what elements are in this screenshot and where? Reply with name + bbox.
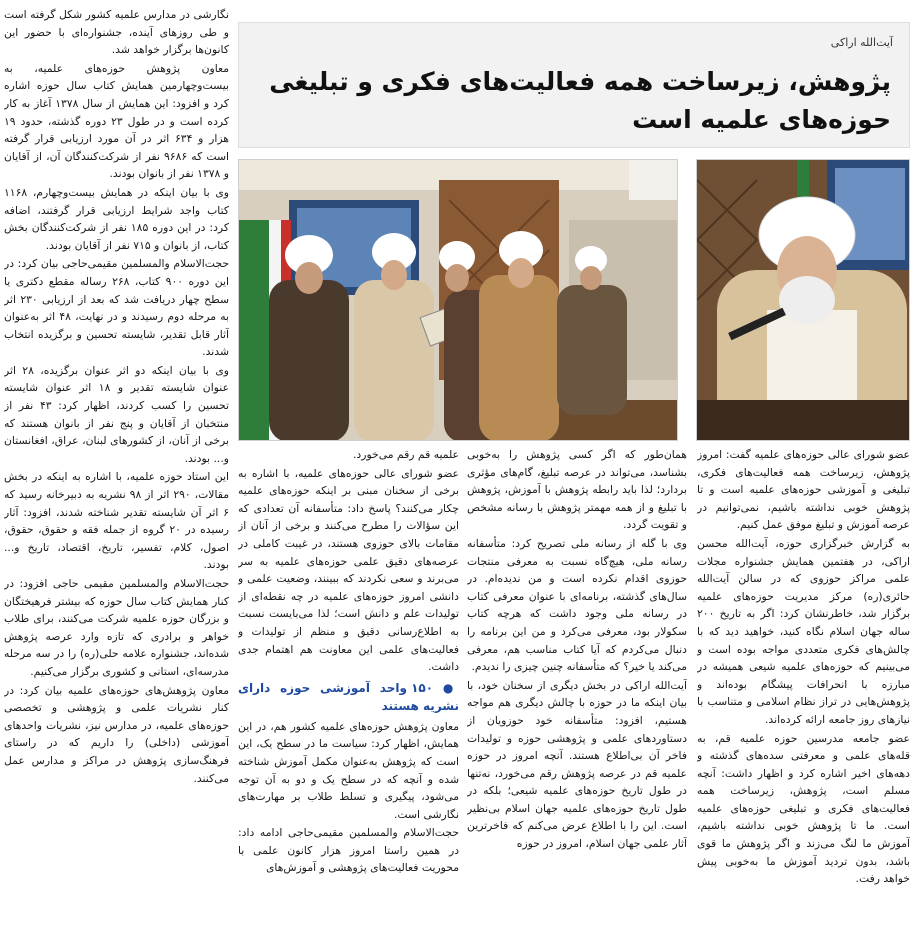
paragraph: همان‌طور که اگر کسی پژوهش را به‌خوبی بشناسد، می‌تواند در عرصه تبلیغ، گام‌های مؤثری بردارد؛ لذا باید رابطه پژوهش با آموزش، پژوهش با تبلیغ و از همه مهمتر پژوهش با رسانه مشخص و تقویت گردد. (467, 448, 687, 532)
article-continuation-column (4, 6, 229, 941)
kicker: آیت‌الله اراکی (830, 36, 893, 49)
headline-line-2: حوزه‌های علمیه است (632, 105, 891, 134)
paragraph: حجت‌الاسلام والمسلمین مقیمی‌حاجی ادامه داد: در همین راستا امروز هزار کانون علمی با محوریت فعالیت‌های پژوهشی و آموزش‌های (238, 826, 459, 875)
headline (251, 63, 891, 139)
paragraph: عضو شورای عالی حوزه‌های علمیه گفت: امروز پژوهش، زیرساخت همه فعالیت‌های فکری، تبلیغی و آموزشی حوزه‌های علمیه است و تا پژوهش خوبی نداشته باشیم، نمی‌توانیم در عرصه آموزش و تبلیغ موفق عمل کنیم. (697, 448, 910, 532)
ceremony-photo (238, 159, 678, 441)
paragraph: عضو شورای عالی حوزه‌های علمیه، با اشاره به برخی از سخنان مبنی بر اینکه حوزه‌های علمیه چکار می‌کنند؟ پاسخ داد: متأسفانه آن تعدادی که این سؤالات را مطرح می‌کنند و برخی از آنان از مقامات بالای حوزوی هستند، در غیبت کاملی در عرصه‌های دقیق علمی حوزه‌های علمیه به سر می‌برند و سعی نکردند که ببینند، وضعیت علمی و دانشی امروز حوزه‌های علمیه در چه نقطه‌ای از تولیدات علم و دانش است؛ لذا می‌بایست نسبت به اطلاع‌رسانی دقیق و منظم از تولیدات و فعالیت‌های علمی این معاونت هم اهتمام جدی داشت. (238, 466, 459, 674)
paragraph: به گزارش خبرگزاری حوزه، آیت‌الله محسن اراکی، در هفتمین همایش جشنواره مجلات علمی مراکز حوزوی که در سالن آیت‌الله حائری(ره) مرکز مدیریت حوزه‌های علمیه برگزار شد، خاطرنشان کرد: اگر به تاریخ ۲۰۰ ساله جهان اسلام نگاه کنید، خواهید دید که با چالش‌های فکری متعددی مواجه بوده است و می‌بینیم که حوزه‌های علمیه شیعی همیشه در مبارزه با انحرافات پیشگام بوده‌اند و پژوهش‌هایی در تراز نظام اسلامی و متناسب با نیازهای روز جامعه ارائه کرده‌اند. (697, 536, 910, 726)
paragraph: آیت‌الله اراکی در بخش دیگری از سخنان خود، با بیان اینکه ما در حوزه با چالش دیگری هم مواجه هستیم، افزود: متأسفانه خود حوزویان از دستاوردهای علمی و پژوهشی حوزه و تولیدات فاخر آن بی‌اطلاع هستند. آنچه امروز در حوزه علمیه قم در عرصه پژوهش رقم می‌خورد، نه‌تنها در طول تاریخ حوزه‌های علمیه شیعی؛ بلکه در طول تاریخ حوزه‌های علمیه جهان اسلام بی‌نظیر است. این را با اطلاع عرض می‌کنم که فاخرترین آثار علمی جهان اسلام، امروز در حوزه (467, 678, 687, 851)
speaker-photo (696, 159, 910, 441)
article-body-column-3 (238, 446, 459, 940)
paragraph: وی با بیان اینکه در همایش بیست‌وچهارم، ۱۱۶۸ کتاب واجد شرایط ارزیابی قرار گرفتند، اضافه کرد: در این دوره ۱۸۵ نفر از شرکت‌کنندگان بخش کتاب، از بانوان و ۷۱۵ نفر از آقایان بودند. (4, 185, 229, 252)
paragraph: وی با گله از رسانه ملی تصریح کرد: متأسفانه رسانه ملی، هیچ‌گاه نسبت به معرفی منتجات حوزوی اقدام نکرده است و من ندیده‌ام. در سال‌های گذشته، برنامه‌ای با عنوان معرفی کتاب در رسانه ملی وجود داشت که هرچه کتاب سکولار بود، معرفی می‌کرد و من این برنامه را دنبال می‌کردم که آیا کتاب مناسب هم، معرفی می‌کند یا خیر؟ که متأسفانه چنین چیزی را ندیدم. (467, 536, 687, 674)
headline-box (238, 22, 910, 148)
subheading: ● ۱۵۰ واحد آموزشی حوزه دارای نشریه هستند (238, 680, 459, 713)
paragraph: وی با بیان اینکه دو اثر عنوان برگزیده، ۲۸ اثر عنوان شایسته تقدیر و ۱۸ اثر عنوان شایسته تحسین را کسب کردند، اظهار کرد: ۴۳ نفر از منتخبان از آقایان و پنج نفر از بانوان هستند که برخی از آنان، از کشورهای لبنان، عراق، افغانستان و... بودند. (4, 363, 229, 465)
paragraph: حجت‌الاسلام والمسلمین مقیمی‌حاجی بیان کرد: در این دوره ۹۰۰ کتاب، ۲۶۸ رساله مقطع دکتری یا سطح چهار دریافت شد که بعد از ارزیابی ۲۳۰ اثر به مرحله دوم رسیدند و در نهایت، ۴۸ اثر به‌عنوان آثار قابل تقدیر، شایسته تحسین و برگزیده انتخاب شدند. (4, 257, 229, 359)
paragraph: معاون پژوهش حوزه‌های علمیه کشور هم، در این همایش، اظهار کرد: سیاست ما در سطح یک، این است که پژوهش به‌عنوان مکمل آموزش شناخته شده و آنچه که در سطح یک و دو به آن توجه می‌شود، پیگیری و تسلط طلاب بر مهارت‌های نگارشی است. (238, 719, 459, 821)
paragraph: معاون پژوهش حوزه‌های علمیه، به بیست‌وچهارمین همایش کتاب سال حوزه اشاره کرد و افزود: این همایش از سال ۱۳۷۸ آغاز به کار کرده است و در طول ۲۳ دوره گذشته، حدود ۱۹ هزار و ۶۳۴ اثر در آن مورد ارزیابی قرار گرفته است که ۹۶۸۶ نفر از شرکت‌کنندگان آن، از آقایان و ۱۳۷۸ نفر از بانوان بودند. (4, 61, 229, 181)
article-body-column-2 (467, 446, 687, 940)
paragraph: این استاد حوزه علمیه، با اشاره به اینکه در بخش مقالات، ۲۹۰ اثر از ۹۸ نشریه به دبیرخانه رسید که ۶ اثر آن شایسته تقدیر شناخته شدند، افزود: آثار رسیده در ۲۰ گروه از جمله فقه و حقوق، حقوق، اصول، کلام، تفسیر، تاریخ، اقتصاد، تاریخ و... بودند. (4, 470, 229, 572)
paragraph: معاون پژوهش‌های حوزه‌های علمیه بیان کرد: در کنار نشریات علمی و پژوهشی و تخصصی حوزه‌های علمیه، در مدارس نیز، نشریات واحدهای آموزشی (داخلی) را داریم که در راستای فرهنگ‌سازی پژوهش در مراکز و مدارس عمل می‌کنند. (4, 683, 229, 785)
headline-line-1: پژوهش، زیرساخت همه فعالیت‌های فکری و تبلیغی (269, 67, 891, 96)
paragraph: علمیه قم رقم می‌خورد. (353, 448, 459, 461)
paragraph: نگارشی در مدارس علمیه کشور شکل گرفته است و طی روزهای آینده، جشنواره‌ای با حضور این کانون‌ها برگزار خواهد شد. (4, 8, 229, 57)
paragraph: حجت‌الاسلام والمسلمین مقیمی حاجی افزود: در کنار همایش کتاب سال حوزه که بیشتر فرهیختگان و بزرگان حوزه علمیه شرکت می‌کنند، برای طلاب خواهر و برادری که تازه وارد عرصه پژوهش شده‌اند، جشنواره علامه حلی(ره) را در سه مرحله مدرسه‌ای، استانی و کشوری برگزار می‌کنیم. (4, 577, 229, 678)
paragraph: عضو جامعه مدرسین حوزه علمیه قم، به قله‌های علمی و معرفتی سده‌های گذشته و دهه‌های اخیر اشاره کرد و اظهار داشت: آنچه مسلم است، پژوهش، زیرساخت همه فعالیت‌های فکری و تبلیغی حوزه‌های علمیه است. ما تا پژوهش خوبی نداشته باشیم، آموزش ما لنگ می‌زند و اگر پژوهش ما قوی باشد، بدون تردید آموزش ما به‌خوبی پیش خواهد رفت. (697, 731, 910, 886)
article-body-column-1 (697, 446, 910, 940)
